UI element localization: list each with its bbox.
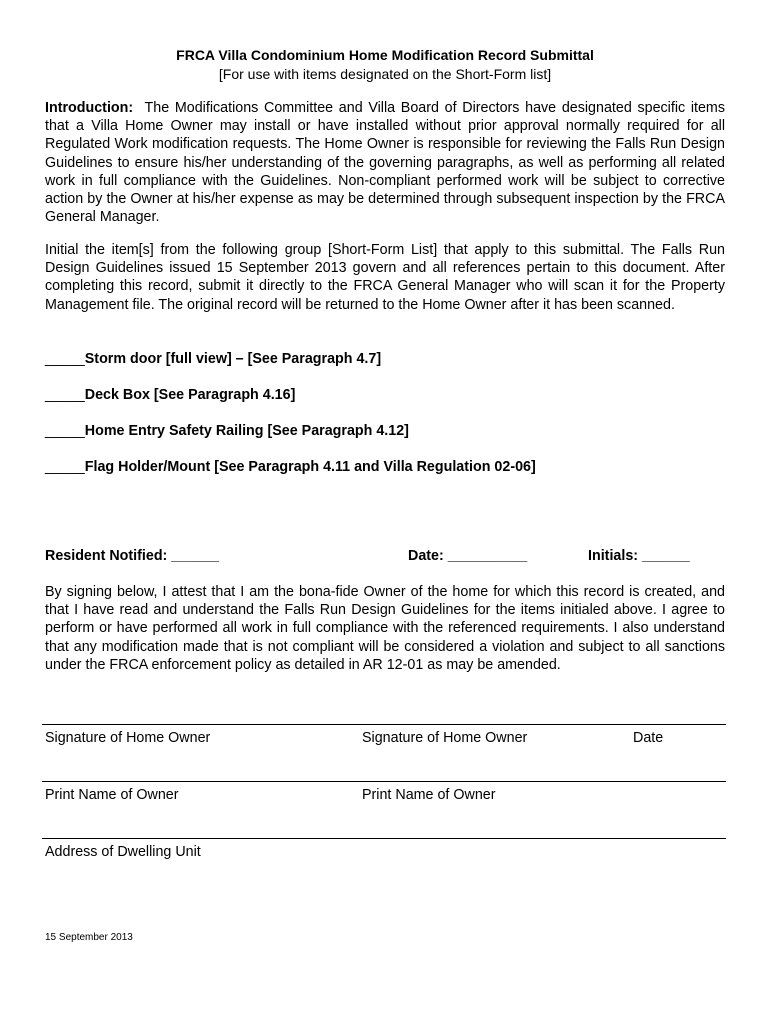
print-name-label: Print Name of Owner xyxy=(45,787,179,803)
signature-date-label: Date xyxy=(633,730,664,746)
introduction-text: The Modifications Committee and Villa Board of Directors have designated specific items that a Villa Home Owner may install or have installed without prior approval normally required for all Regulated Work modification requests. The Home Owner is responsible for reviewing the Falls Run Design Guidelines to ensure his/her understanding of the governing paragraphs, as well as performing all related work in full compliance with the Guidelines. Non-compliant performed work will be subject to corrective action by the Owner at his/her expense as may be determined through subsequent inspection by the FRCA General Manager. xyxy=(45,100,725,226)
instructions-paragraph: Initial the item[s] from the following group [Short-Form List] that apply to this submittal. The Falls Run Design Guidelines issued 15 September 2013 govern and all references pertain to this document. After completing this record, submit it directly to the FRCA General Manager who will scan it for the Property Management file. The original record will be returned to the Home Owner after it has been scanned. xyxy=(45,242,725,313)
item-label: Storm door [full view] – [See Paragraph 4.7] xyxy=(84,351,382,367)
item-label: Flag Holder/Mount [See Paragraph 4.11 and Villa Regulation 02-06] xyxy=(84,459,536,475)
item-label: Home Entry Safety Railing [See Paragraph 4.12] xyxy=(84,423,409,439)
short-form-item xyxy=(45,421,409,441)
print-name-line[interactable] xyxy=(42,781,726,782)
signature-owner-label: Signature of Home Owner xyxy=(45,730,211,746)
item-label: Deck Box [See Paragraph 4.16] xyxy=(84,387,296,403)
initials-blank[interactable]: _____ xyxy=(45,423,85,439)
notification-row xyxy=(45,546,725,566)
short-form-item xyxy=(45,385,295,405)
short-form-item xyxy=(45,457,536,477)
document-title: FRCA Villa Condominium Home Modification Record Submittal xyxy=(176,47,594,63)
signature-owner-label-2: Signature of Home Owner xyxy=(362,730,528,746)
print-name-label-2: Print Name of Owner xyxy=(362,787,496,803)
initials-field[interactable]: Initials: ______ xyxy=(588,548,690,564)
introduction-label: Introduction: xyxy=(45,100,134,116)
document-subtitle: [For use with items designated on the Short-Form list] xyxy=(218,66,552,82)
initials-blank[interactable]: _____ xyxy=(45,459,85,475)
footer-date: 15 September 2013 xyxy=(45,932,133,943)
initials-blank[interactable]: _____ xyxy=(45,351,85,367)
initials-blank[interactable]: _____ xyxy=(45,387,85,403)
short-form-item xyxy=(45,349,381,369)
introduction-paragraph xyxy=(45,99,725,226)
attestation-paragraph: By signing below, I attest that I am the bona-fide Owner of the home for which this record is created, and that I have read and understand the Falls Run Design Guidelines for the items initialed above. I agree to perform or have performed all work in full compliance with the referenced requirements. I also understand that any modification made that is not compliant will be considered a violation and subject to all sanctions under the FRCA enforcement policy as detailed in AR 12-01 as may be amended. xyxy=(45,584,725,673)
date-field[interactable]: Date: __________ xyxy=(408,548,528,564)
address-label: Address of Dwelling Unit xyxy=(45,844,201,860)
address-line[interactable] xyxy=(42,838,726,839)
resident-notified-field[interactable]: Resident Notified: ______ xyxy=(45,548,219,564)
signature-line[interactable] xyxy=(42,724,726,725)
